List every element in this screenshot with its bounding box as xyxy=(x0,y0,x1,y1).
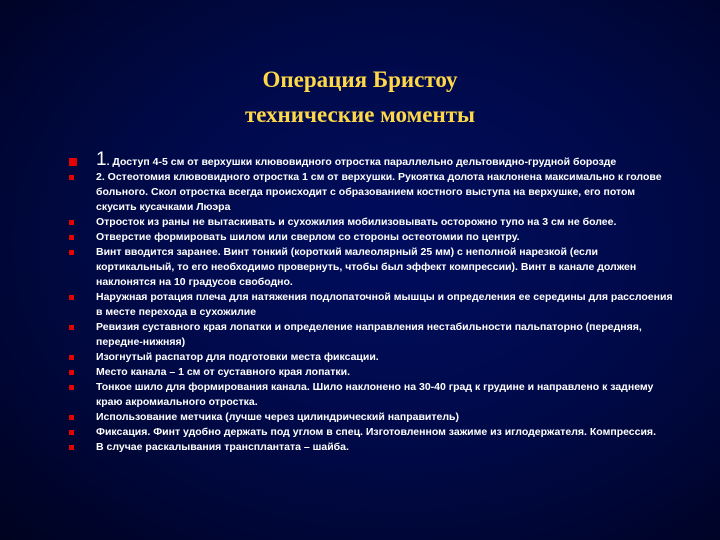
title-line-2: технические моменты xyxy=(245,102,475,127)
square-bullet-icon xyxy=(69,158,77,166)
item-text: Наружная ротация плеча для натяжения подлопаточной мышцы и определения ее середины для расслоения в месте перехода в сухожилие xyxy=(96,291,673,318)
item-text: Фиксация. Финт удобно держать под углом в спец. Изготовленном зажиме из иглодержателя. Компрессия. xyxy=(96,426,656,438)
slide-title xyxy=(0,62,720,132)
square-bullet-icon xyxy=(69,415,74,420)
square-bullet-icon xyxy=(69,325,74,330)
list-item xyxy=(78,290,676,320)
list-item xyxy=(78,380,676,410)
list-item xyxy=(78,230,676,245)
square-bullet-icon xyxy=(69,235,74,240)
item-text: Ревизия суставного края лопатки и определение направления нестабильности пальпаторно (передняя, передне-нижняя) xyxy=(96,321,642,348)
square-bullet-icon xyxy=(69,250,74,255)
list-item xyxy=(78,320,676,350)
square-bullet-icon xyxy=(69,445,74,450)
title-line-1: Операция Бристоу xyxy=(262,67,458,92)
list-item xyxy=(78,350,676,365)
list-item xyxy=(78,170,676,215)
square-bullet-icon xyxy=(69,355,74,360)
item-text: Отверстие формировать шилом или сверлом со стороны остеотомии по центру. xyxy=(96,231,520,243)
square-bullet-icon xyxy=(69,175,74,180)
item-text: Изогнутый распатор для подготовки места фиксации. xyxy=(96,351,379,363)
list-item xyxy=(78,245,676,290)
item-text: Винт вводится заранее. Винт тонкий (короткий малеолярный 25 мм) с неполной нарезкой (если кортикальный, то его необходимо провернуть, чтобы был эффект компрессии). Винт в канале должен наклонятся на 10 градусов свободно. xyxy=(96,246,637,288)
bullet-list xyxy=(78,150,676,455)
item-text: . Доступ 4-5 см от верхушки клювовидного отростка параллельно дельтовидно-грудной борозде xyxy=(106,156,617,168)
list-item xyxy=(78,365,676,380)
item-text: Использование метчика (лучше через цилиндрический направитель) xyxy=(96,411,459,423)
item-text: Тонкое шило для формирования канала. Шило наклонено на 30-40 град к грудине и направлено к заднему краю акромиального отростка. xyxy=(96,381,654,408)
list-item xyxy=(78,410,676,425)
list-item xyxy=(78,150,676,170)
item-text: В случае раскалывания трансплантата – шайба. xyxy=(96,441,349,453)
square-bullet-icon xyxy=(69,385,74,390)
square-bullet-icon xyxy=(69,295,74,300)
item-text: Место канала – 1 см от суставного края лопатки. xyxy=(96,366,351,378)
square-bullet-icon xyxy=(69,220,74,225)
square-bullet-icon xyxy=(69,430,74,435)
list-item xyxy=(78,215,676,230)
square-bullet-icon xyxy=(69,370,74,375)
item-number: 1 xyxy=(96,149,107,170)
item-text: Отросток из раны не вытаскивать и сухожилия мобилизовывать осторожно тупо на 3 см не более. xyxy=(96,216,617,228)
item-text: 2. Остеотомия клювовидного отростка 1 см от верхушки. Рукоятка долота наклонена максимально к голове больного. Скол отростка всегда происходит с образованием костного выступа на верхушке, его потом скусить кусачками Люэра xyxy=(96,171,662,213)
list-item xyxy=(78,440,676,455)
list-item xyxy=(78,425,676,440)
